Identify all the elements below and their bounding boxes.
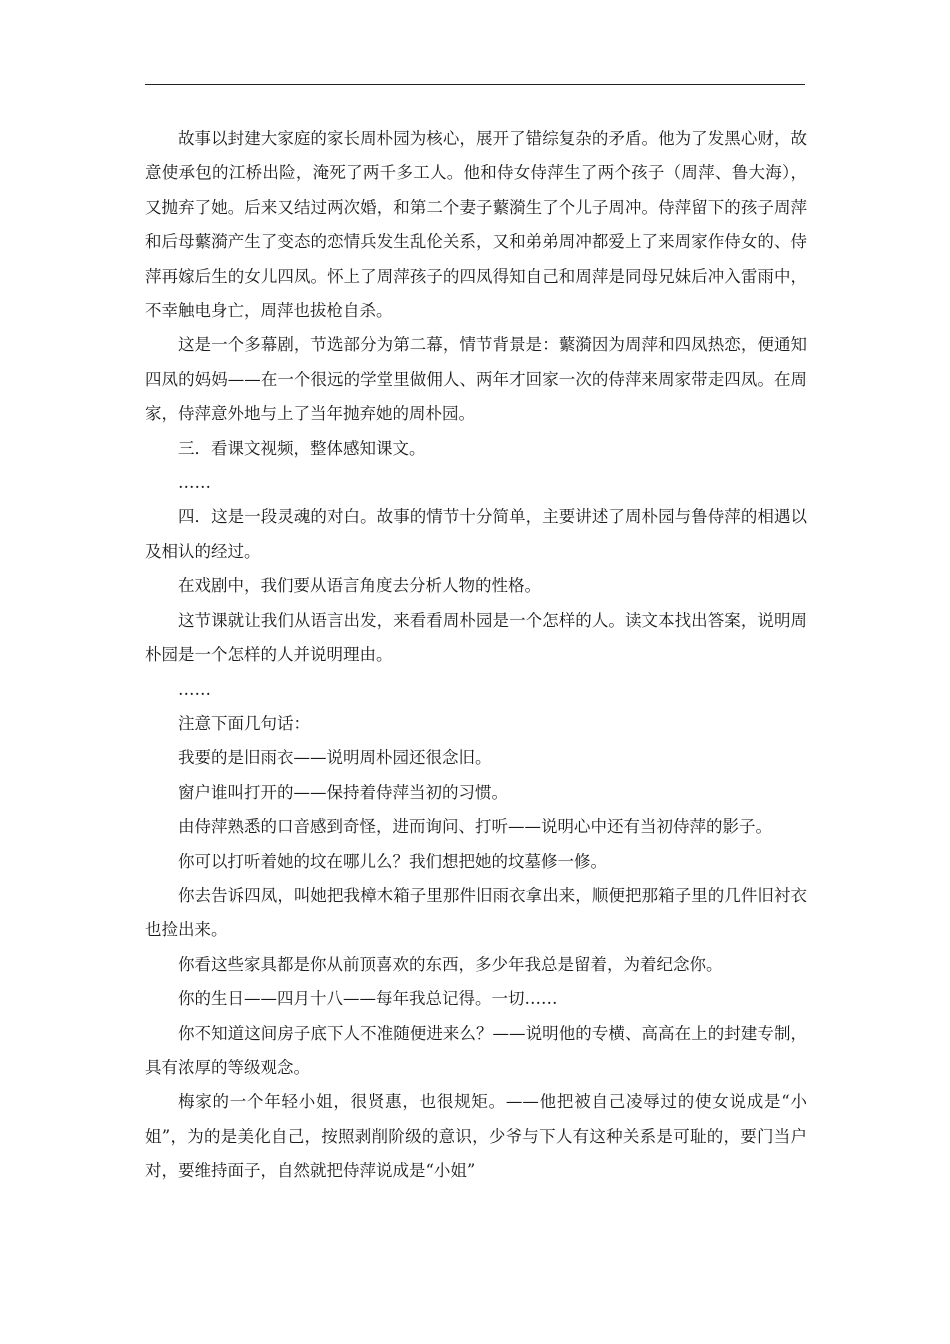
paragraph-language-analysis: 在戏剧中，我们要从语言角度去分析人物的性格。 — [178, 576, 541, 596]
quote-line: 窗户谁叫打开的——保持着侍萍当初的习惯。 — [178, 782, 508, 802]
quote-line: 你可以打听着她的坟在哪儿么？我们想把她的坟墓修一修。 — [178, 851, 607, 871]
ellipsis: …… — [178, 473, 211, 493]
quote-line: 我要的是旧雨衣——说明周朴园还很念旧。 — [178, 748, 492, 768]
ellipsis: …… — [178, 679, 211, 699]
paragraph-plot-summary: 故事以封建大家庭的家长周朴园为核心，展开了错综复杂的矛盾。他为了发黑心财，故意使承包的江桥出险，淹死了两千多工人。他和侍女侍萍生了两个孩子（周萍、鲁大海），又抛弃了她。后来又结过两次婚，和第二个妻子蘩漪生了个儿子周冲。侍萍留下的孩子周萍和后母蘩漪产生了变态的恋情兵发生乱伦关系，又和弟弟周冲都爱上了来周家作侍女的、侍萍再嫁后生的女儿四凤。怀上了周萍孩子的四凤得知自己和周萍是同母兄妹后冲入雷雨中，不幸触电身亡，周萍也拔枪自杀。 — [145, 129, 807, 321]
quote-line: 你去告诉四凤，叫她把我樟木箱子里那件旧雨衣拿出来，顺便把那箱子里的几件旧衬衣也捡出来。 — [145, 885, 807, 940]
notice-heading: 注意下面几句话： — [178, 713, 310, 733]
quote-line: 你看这些家具都是你从前顶喜欢的东西，多少年我总是留着，为着纪念你。 — [178, 954, 723, 974]
paragraph-background: 这是一个多幕剧，节选部分为第二幕，情节背景是：蘩漪因为周萍和四凤热恋，便通知四凤的妈妈——在一个很远的学堂里做佣人、两年才回家一次的侍萍来周家带走四凤。在周家，侍萍意外地与上了当年抛弃她的周朴园。 — [145, 335, 807, 424]
quote-line: 你的生日——四月十八——每年我总记得。一切…… — [178, 989, 558, 1009]
header-rule — [145, 84, 805, 85]
section-four-heading: 四．这是一段灵魂的对白。故事的情节十分简单，主要讲述了周朴园与鲁侍萍的相遇以及相认的经过。 — [145, 507, 807, 561]
section-three-heading: 三．看课文视频，整体感知课文。 — [178, 438, 426, 458]
quote-line: 梅家的一个年轻小姐，很贤惠，也很规矩。——他把被自己凌辱过的使女说成是“小姐”，为的是美化自己，按照剥削阶级的意识，少爷与下人有这种关系是可耻的，要门当户对，要维持面子，自然就把侍萍说成是“小姐” — [145, 1092, 807, 1181]
document-body — [145, 122, 807, 1189]
quote-line: 由侍萍熟悉的口音感到奇怪，进而询问、打听——说明心中还有当初侍萍的影子。 — [178, 817, 772, 837]
quote-line: 你不知道这间房子底下人不准随便进来么？——说明他的专横、高高在上的封建专制，具有浓厚的等级观念。 — [145, 1023, 807, 1077]
paragraph-task: 这节课就让我们从语言出发，来看看周朴园是一个怎样的人。读文本找出答案，说明周朴园是一个怎样的人并说明理由。 — [145, 610, 807, 665]
